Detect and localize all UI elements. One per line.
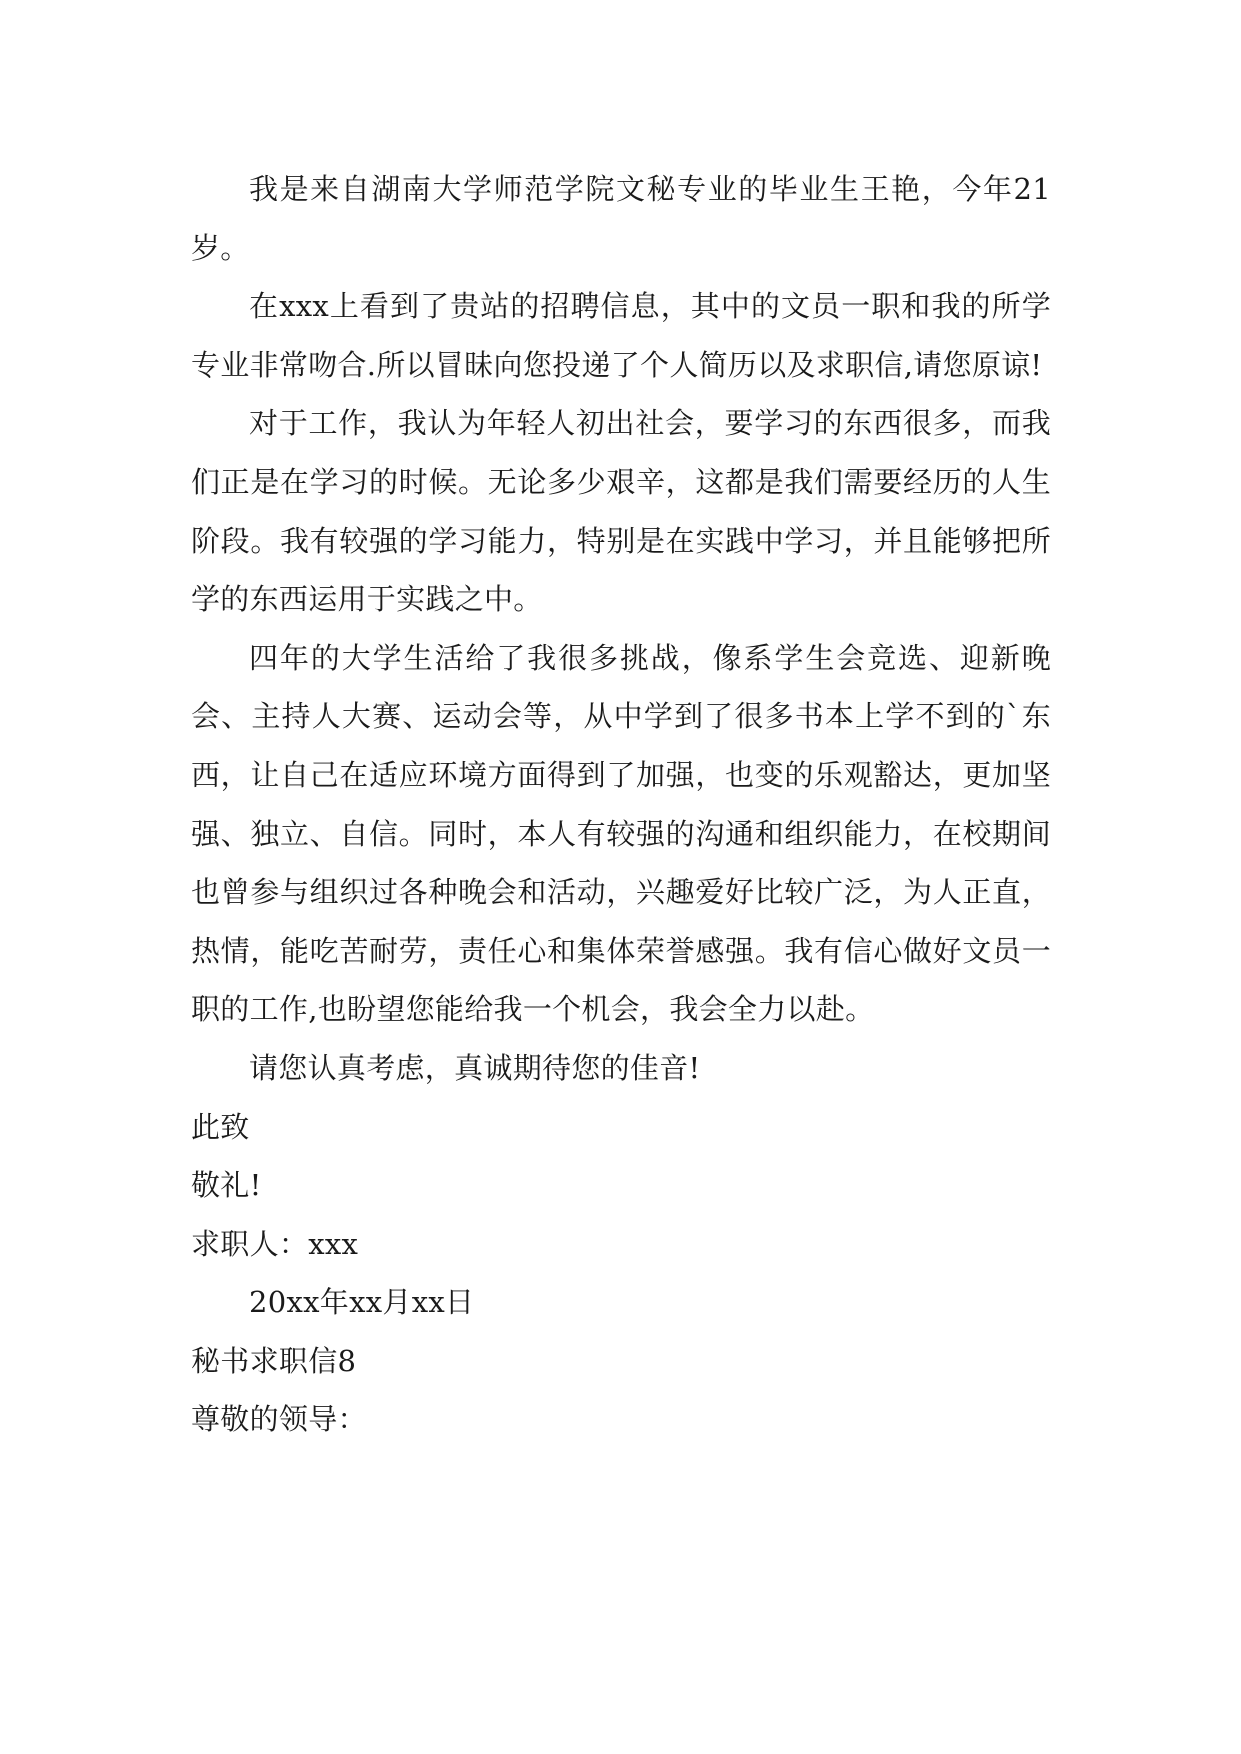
letter-body bbox=[191, 160, 1051, 1449]
closing-salute: 敬礼! bbox=[191, 1168, 262, 1203]
salutation: 尊敬的领导： bbox=[191, 1402, 367, 1437]
paragraph-intro: 我是来自湖南大学师范学院文秘专业的毕业生王艳，今年21岁。 bbox=[191, 172, 1051, 265]
paragraph-application: 在xxx上看到了贵站的招聘信息，其中的文员一职和我的所学专业非常吻合.所以冒昧向您投递了个人简历以及求职信,请您原谅! bbox=[191, 289, 1051, 382]
paragraph-request: 请您认真考虑，真诚期待您的佳音! bbox=[249, 1050, 701, 1085]
paragraph-university-life: 四年的大学生活给了我很多挑战，像系学生会竞选、迎新晚会、主持人大赛、运动会等，从中学到了很多书本上学不到的`东西，让自己在适应环境方面得到了加强，也变的乐观豁达，更加坚强、独立、自信。同时，本人有较强的沟通和组织能力，在校期间也曾参与组织过各种晚会和活动，兴趣爱好比较广泛，为人正直，热情，能吃苦耐劳，责任心和集体荣誉感强。我有信心做好文员一职的工作,也盼望您能给我一个机会，我会全力以赴。 bbox=[191, 640, 1051, 1027]
paragraph-work-attitude: 对于工作，我认为年轻人初出社会，要学习的东西很多，而我们正是在学习的时候。无论多少艰辛，这都是我们需要经历的人生阶段。我有较强的学习能力，特别是在实践中学习，并且能够把所学的东西运用于实践之中。 bbox=[191, 406, 1051, 617]
letter-date: 20xx年xx月xx日 bbox=[249, 1285, 475, 1320]
closing-greeting: 此致 bbox=[191, 1109, 250, 1144]
section-title: 秘书求职信8 bbox=[191, 1343, 357, 1378]
signature: 求职人：xxx bbox=[191, 1226, 359, 1261]
